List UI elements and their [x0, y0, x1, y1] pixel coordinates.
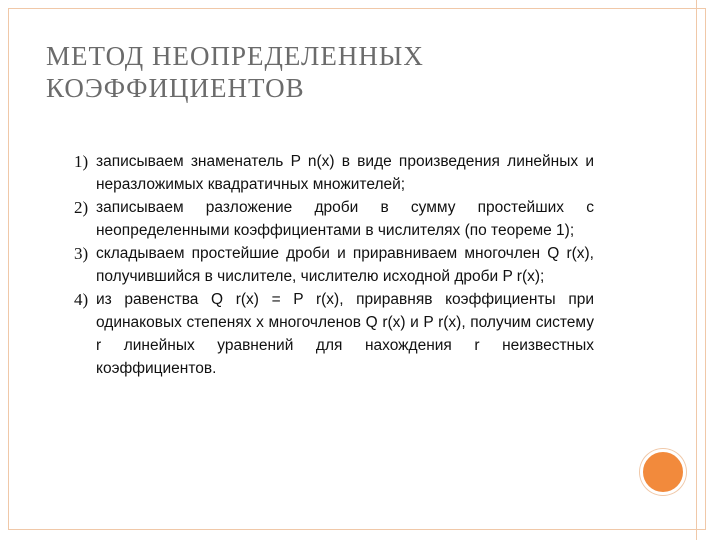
- step-item: [74, 196, 594, 242]
- slide-rail-line: [696, 0, 697, 540]
- step-text: записываем разложение дроби в сумму простейших с неопределенными коэффициентами в числителях (по теореме 1);: [96, 199, 594, 239]
- step-text: складываем простейшие дроби и приравниваем многочлен Q r(x), получившийся в числителе, числителю исходной дроби P r(x);: [96, 245, 594, 285]
- step-text: из равенства Q r(x) = P r(x), приравняв коэффициенты при одинаковых степенях x многочленов Q r(x) и P r(x), получим систему r линейных уравнений для нахождения r неизвестных коэффициентов.: [96, 291, 594, 377]
- step-number: 3): [74, 244, 89, 263]
- step-number: 1): [74, 152, 89, 171]
- step-number: 2): [74, 198, 89, 217]
- step-item: [74, 150, 594, 196]
- steps-list: [74, 150, 594, 380]
- step-item: [74, 288, 594, 380]
- step-text: записываем знаменатель P n(x) в виде произведения линейных и неразложимых квадратичных множителей;: [96, 153, 594, 193]
- step-item: [74, 242, 594, 288]
- step-number: 4): [74, 290, 89, 309]
- decorative-circle: [640, 449, 686, 495]
- slide-title: МЕТОД НЕОПРЕДЕЛЕННЫХ КОЭФФИЦИЕНТОВ: [46, 41, 424, 103]
